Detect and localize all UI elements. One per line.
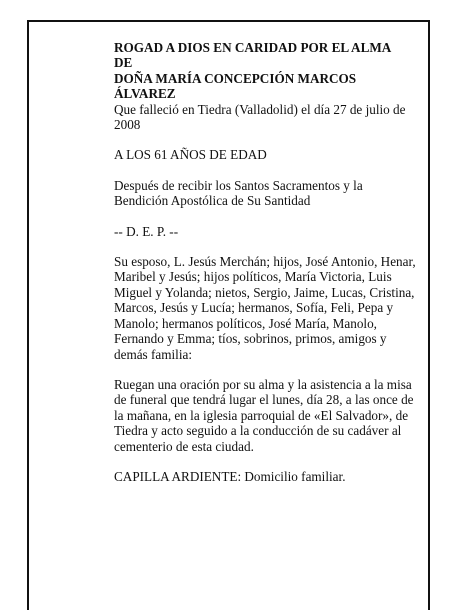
- rip-line: -- D. E. P. --: [114, 223, 179, 239]
- title-line-3: DOÑA MARÍA CONCEPCIÓN MARCOS: [114, 70, 357, 86]
- title-line-4: ÁLVAREZ: [114, 86, 176, 102]
- title-line-1: ROGAD A DIOS EN CARIDAD POR EL ALMA: [114, 40, 392, 55]
- age-line: A LOS 61 AÑOS DE EDAD: [114, 147, 267, 163]
- title-line-2: DE: [114, 55, 133, 71]
- death-notice: Que falleció en Tiedra (Valladolid) el día 27 de julio de 2008: [114, 101, 406, 133]
- chapel-line: CAPILLA ARDIENTE: Domicilio familiar.: [114, 468, 346, 484]
- obituary-text: [114, 40, 420, 484]
- sacraments-paragraph: Después de recibir los Santos Sacramentos y la Bendición Apostólica de Su Santidad: [114, 177, 363, 209]
- family-paragraph: Su esposo, L. Jesús Merchán; hijos, José Antonio, Henar, Maribel y Jesús; hijos políticos, María Victoria, Luis Miguel y Yolanda; nietos, Sergio, Jaime, Lucas, Cristina, Marcos, Jesús y Lucía; hermanos, Sofía, Feli, Pepa y Manolo; hermanos políticos, José María, Manolo, Fernando y Emma; tíos, sobrinos, primos, amigos y demás familia:: [114, 254, 416, 362]
- prayer-paragraph: Ruegan una oración por su alma y la asistencia a la misa de funeral que tendrá lugar el lunes, día 28, a las once de la mañana, en la iglesia parroquial de «El Salvador», de Tiedra y acto seguido a la conducción de su cadáver al cementerio de esta ciudad.: [114, 376, 414, 454]
